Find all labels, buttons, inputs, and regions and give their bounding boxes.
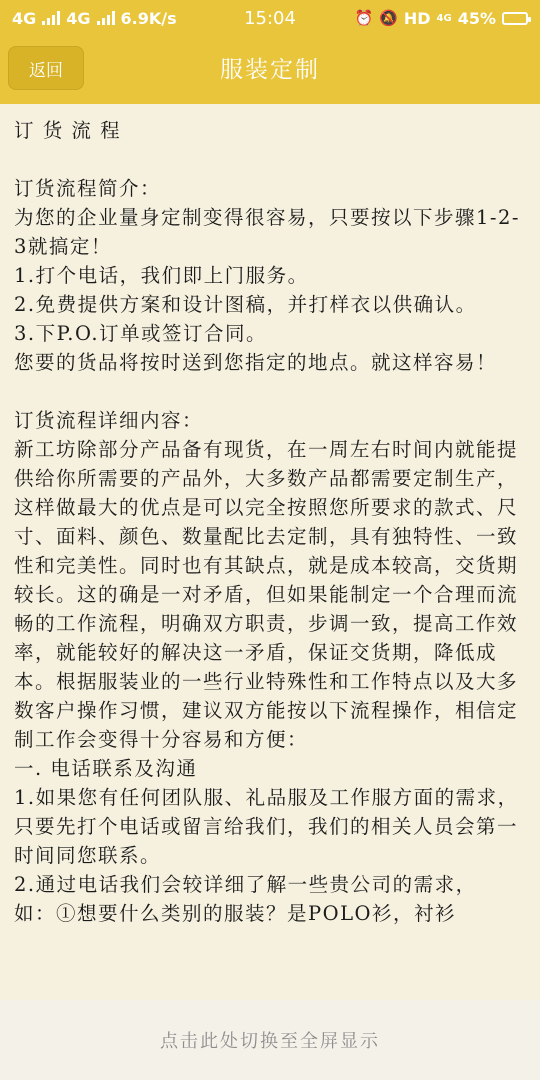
status-left	[12, 9, 177, 28]
app-header	[0, 36, 540, 104]
clock: 15:04	[244, 7, 296, 29]
back-button[interactable]: 返回	[8, 46, 84, 90]
network-label-1: 4G	[12, 8, 37, 28]
status-bar	[0, 0, 540, 36]
signal-icon-2	[97, 11, 115, 25]
battery-icon	[502, 12, 528, 25]
mute-icon: 🔕	[379, 9, 398, 27]
fullscreen-toggle-label: 点击此处切换至全屏显示	[160, 1031, 380, 1052]
battery-percent: 45%	[457, 8, 496, 28]
network-small-label: 4G	[436, 12, 452, 24]
article-content[interactable]	[0, 104, 540, 1000]
network-speed: 6.9K/s	[120, 8, 177, 28]
page-title: 服装定制	[220, 57, 320, 83]
signal-icon	[42, 11, 60, 25]
status-right	[354, 9, 528, 28]
network-label-2: 4G	[66, 8, 91, 28]
alarm-icon: ⏰	[354, 9, 374, 27]
article-text: 订 货 流 程 订货流程简介： 为您的企业量身定制变得很容易，只要按以下步骤1-2-3就搞定！ 1.打个电话，我们即上门服务。 2.免费提供方案和设计图稿，并打样衣以供确认。 3.下P.O.订单或签订合同。 您要的货品将按时送到您指定的地点。就这样容易！ 订货流程详细内容： 新工坊除部分产品备有现货，在一周左右时间内就能提供给你所需要的产品外，大多数产品都需要定制生产，这样做最大的优点是可以完全按照您所要求的款式、尺寸、面料、颜色、数量配比去定制，具有独特性、一致性和完美性。同时也有其缺点，就是成本较高，交货期较长。这的确是一对矛盾，但如果能制定一个合理而流畅的工作流程，明确双方职责，步调一致，提高工作效率，就能较好的解决这一矛盾，保证交货期，降低成本。根据服装业的一些行业特殊性和工作特点以及大多数客户操作习惯，建议双方能按以下流程操作，相信定制工作会变得十分容易和方便： 一. 电话联系及沟通 1.如果您有任何团队服、礼品服及工作服方面的需求，只要先打个电话或留言给我们，我们的相关人员会第一时间同您联系。 2.通过电话我们会较详细了解一些贵公司的需求， 如：①想要什么类别的服装？是POLO衫，衬衫	[14, 119, 520, 925]
fullscreen-toggle-button[interactable]	[0, 1000, 540, 1080]
hd-label: HD	[403, 8, 431, 28]
